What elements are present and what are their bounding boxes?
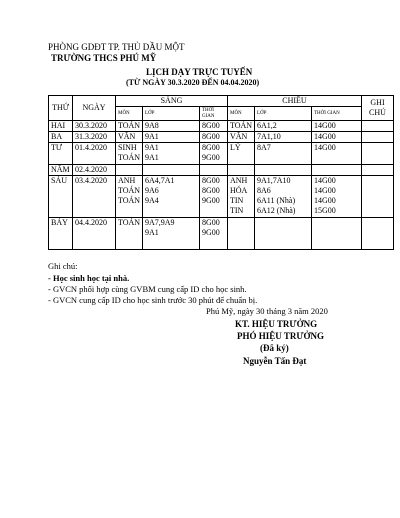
cell-sang-mon bbox=[116, 121, 143, 132]
cell-chieu-thoigian-line: 15G00 bbox=[314, 206, 336, 215]
cell-sang-thoigian bbox=[200, 165, 228, 176]
cell-chieu-mon-line: ANH bbox=[230, 176, 248, 185]
header-chieu: CHIỀU bbox=[228, 96, 362, 107]
cell-sang-thoigian-line: 8G00 bbox=[202, 186, 220, 195]
subheader-thoigian-sang: THỜI GIAN bbox=[200, 107, 228, 121]
cell-chieu-lop bbox=[255, 143, 312, 165]
signature-role: PHÓ HIỆU TRƯỞNG bbox=[237, 331, 325, 341]
cell-chieu-thoigian-line: 14G00 bbox=[314, 196, 336, 205]
cell-sang-lop bbox=[143, 165, 200, 176]
cell-ngay: 02.4.2020 bbox=[73, 165, 116, 176]
cell-chieu-mon bbox=[228, 143, 255, 165]
note-item: - Học sinh học tại nhà. bbox=[48, 273, 130, 283]
notes-label: Ghi chú: bbox=[48, 261, 78, 271]
subheader-lop-chieu: LỚP bbox=[255, 107, 312, 121]
subheader-mon-sang: MÔN bbox=[116, 107, 143, 121]
header-thu: THỨ bbox=[49, 96, 73, 121]
cell-chieu-thoigian bbox=[312, 121, 362, 132]
cell-chieu-lop-line: 6A11 (Nhà) bbox=[257, 196, 296, 205]
cell-ngay: 03.4.2020 bbox=[73, 176, 116, 218]
cell-thu: HAI bbox=[49, 121, 73, 132]
cell-sang-thoigian bbox=[200, 121, 228, 132]
cell-ghichu bbox=[362, 165, 394, 176]
cell-chieu-lop-line: 9A1,7A10 bbox=[257, 176, 291, 185]
cell-ghichu bbox=[362, 176, 394, 218]
note-item: - GVCN cung cấp ID cho học sinh trước 30 phút để chuẩn bị. bbox=[48, 295, 258, 305]
cell-chieu-mon-line: TOÁN bbox=[230, 121, 253, 130]
cell-sang-mon-line: TOÁN bbox=[118, 153, 141, 162]
cell-chieu-thoigian-line: 14G00 bbox=[314, 132, 336, 141]
table-row bbox=[49, 132, 394, 143]
signature-signed-note: (Đã ký) bbox=[260, 343, 289, 353]
cell-sang-mon bbox=[116, 176, 143, 218]
cell-sang-thoigian-line: 9G00 bbox=[202, 228, 220, 237]
cell-sang-mon-line: TOÁN bbox=[118, 121, 141, 130]
cell-ngay: 04.4.2020 bbox=[73, 218, 116, 250]
cell-sang-lop-line: 9A7,9A9 bbox=[145, 218, 175, 227]
cell-ghichu bbox=[362, 132, 394, 143]
cell-chieu-mon bbox=[228, 218, 255, 250]
table-row bbox=[49, 143, 394, 165]
cell-chieu-lop bbox=[255, 132, 312, 143]
cell-sang-lop-line: 6A4,7A1 bbox=[145, 176, 175, 185]
document-title: LỊCH DẠY TRỰC TUYẾN bbox=[146, 67, 253, 77]
cell-chieu-thoigian-line: 14G00 bbox=[314, 121, 336, 130]
cell-sang-lop-line: 9A8 bbox=[145, 121, 159, 130]
department-name: PHÒNG GDĐT TP. THỦ DẦU MỘT bbox=[48, 42, 185, 52]
cell-sang-lop-line: 9A1 bbox=[145, 143, 159, 152]
cell-chieu-thoigian bbox=[312, 165, 362, 176]
cell-chieu-thoigian bbox=[312, 143, 362, 165]
cell-chieu-lop-line: 6A1,2 bbox=[257, 121, 277, 130]
cell-chieu-mon bbox=[228, 121, 255, 132]
signature-place-date: Phú Mỹ, ngày 30 tháng 3 năm 2020 bbox=[206, 306, 328, 316]
cell-chieu-mon-line: LÝ bbox=[230, 143, 241, 152]
cell-chieu-mon-line: HÓA bbox=[230, 186, 248, 195]
cell-sang-lop-line: 9A1 bbox=[145, 228, 159, 237]
schedule-table bbox=[48, 95, 394, 250]
cell-sang-thoigian-line: 8G00 bbox=[202, 143, 220, 152]
table-row bbox=[49, 218, 394, 250]
cell-sang-lop bbox=[143, 143, 200, 165]
cell-chieu-lop bbox=[255, 121, 312, 132]
cell-chieu-mon bbox=[228, 132, 255, 143]
cell-chieu-lop bbox=[255, 165, 312, 176]
cell-chieu-thoigian-line: 14G00 bbox=[314, 186, 336, 195]
cell-chieu-lop bbox=[255, 218, 312, 250]
cell-sang-thoigian-line: 8G00 bbox=[202, 132, 220, 141]
cell-chieu-mon-line: VĂN bbox=[230, 132, 248, 141]
table-row bbox=[49, 165, 394, 176]
note-item: - GVCN phối hợp cùng GVBM cung cấp ID cho học sinh. bbox=[48, 284, 247, 294]
cell-sang-thoigian-line: 9G00 bbox=[202, 153, 220, 162]
cell-sang-lop bbox=[143, 176, 200, 218]
cell-sang-mon-line: TOÁN bbox=[118, 218, 141, 227]
cell-ghichu bbox=[362, 143, 394, 165]
cell-chieu-mon-line: TIN bbox=[230, 196, 244, 205]
cell-sang-mon-line: VĂN bbox=[118, 132, 136, 141]
signature-name: Nguyễn Tấn Đạt bbox=[243, 356, 307, 366]
school-name: TRƯỜNG THCS PHÚ MỸ bbox=[51, 53, 157, 63]
cell-sang-thoigian-line: 9G00 bbox=[202, 196, 220, 205]
subheader-thoigian-chieu: THỜI GIAN bbox=[312, 107, 362, 121]
cell-sang-thoigian bbox=[200, 132, 228, 143]
cell-sang-mon bbox=[116, 218, 143, 250]
cell-chieu-thoigian-line: 14G00 bbox=[314, 176, 336, 185]
cell-ngay: 01.4.2020 bbox=[73, 143, 116, 165]
cell-chieu-lop-line: 8A6 bbox=[257, 186, 271, 195]
header-ngay: NGÀY bbox=[73, 96, 116, 121]
cell-sang-mon bbox=[116, 143, 143, 165]
cell-sang-lop-line: 9A1 bbox=[145, 132, 159, 141]
cell-ngay: 31.3.2020 bbox=[73, 132, 116, 143]
header-sang: SÁNG bbox=[116, 96, 228, 107]
cell-chieu-lop-line: 6A12 (Nhà) bbox=[257, 206, 296, 215]
cell-sang-lop-line: 9A4 bbox=[145, 196, 159, 205]
cell-sang-mon-line: SINH bbox=[118, 143, 137, 152]
cell-chieu-lop-line: 7A1,10 bbox=[257, 132, 281, 141]
cell-sang-lop bbox=[143, 218, 200, 250]
cell-chieu-mon bbox=[228, 176, 255, 218]
subheader-mon-chieu: MÔN bbox=[228, 107, 255, 121]
cell-chieu-thoigian-line: 14G00 bbox=[314, 143, 336, 152]
cell-thu: BẢY bbox=[49, 218, 73, 250]
cell-sang-mon-line: ANH bbox=[118, 176, 136, 185]
cell-thu: NĂM bbox=[49, 165, 73, 176]
header-ghichu: GHI CHÚ bbox=[362, 96, 394, 121]
cell-sang-mon-line: TOÁN bbox=[118, 186, 141, 195]
table-row bbox=[49, 176, 394, 218]
signature-kt: KT. HIỆU TRƯỞNG bbox=[235, 319, 318, 329]
cell-thu: SÁU bbox=[49, 176, 73, 218]
cell-sang-lop-line: 9A6 bbox=[145, 186, 159, 195]
cell-ngay: 30.3.2020 bbox=[73, 121, 116, 132]
cell-chieu-mon-line: TIN bbox=[230, 206, 244, 215]
cell-sang-thoigian bbox=[200, 218, 228, 250]
cell-ghichu bbox=[362, 218, 394, 250]
cell-sang-thoigian bbox=[200, 143, 228, 165]
cell-sang-thoigian bbox=[200, 176, 228, 218]
table-row bbox=[49, 121, 394, 132]
cell-chieu-lop bbox=[255, 176, 312, 218]
cell-sang-mon-line: TOÁN bbox=[118, 196, 141, 205]
cell-thu: BA bbox=[49, 132, 73, 143]
cell-chieu-thoigian bbox=[312, 176, 362, 218]
cell-thu: TƯ bbox=[49, 143, 73, 165]
cell-ghichu bbox=[362, 121, 394, 132]
cell-chieu-thoigian bbox=[312, 132, 362, 143]
cell-chieu-mon bbox=[228, 165, 255, 176]
subheader-lop-sang: LỚP bbox=[143, 107, 200, 121]
cell-sang-mon bbox=[116, 132, 143, 143]
document-subtitle: (TỪ NGÀY 30.3.2020 ĐẾN 04.04.2020) bbox=[126, 78, 260, 87]
cell-chieu-lop-line: 8A7 bbox=[257, 143, 271, 152]
cell-sang-thoigian-line: 8G00 bbox=[202, 121, 220, 130]
cell-sang-thoigian-line: 8G00 bbox=[202, 218, 220, 227]
cell-sang-mon bbox=[116, 165, 143, 176]
cell-sang-lop bbox=[143, 121, 200, 132]
cell-sang-lop bbox=[143, 132, 200, 143]
cell-sang-lop-line: 9A1 bbox=[145, 153, 159, 162]
cell-chieu-thoigian bbox=[312, 218, 362, 250]
cell-sang-thoigian-line: 8G00 bbox=[202, 176, 220, 185]
